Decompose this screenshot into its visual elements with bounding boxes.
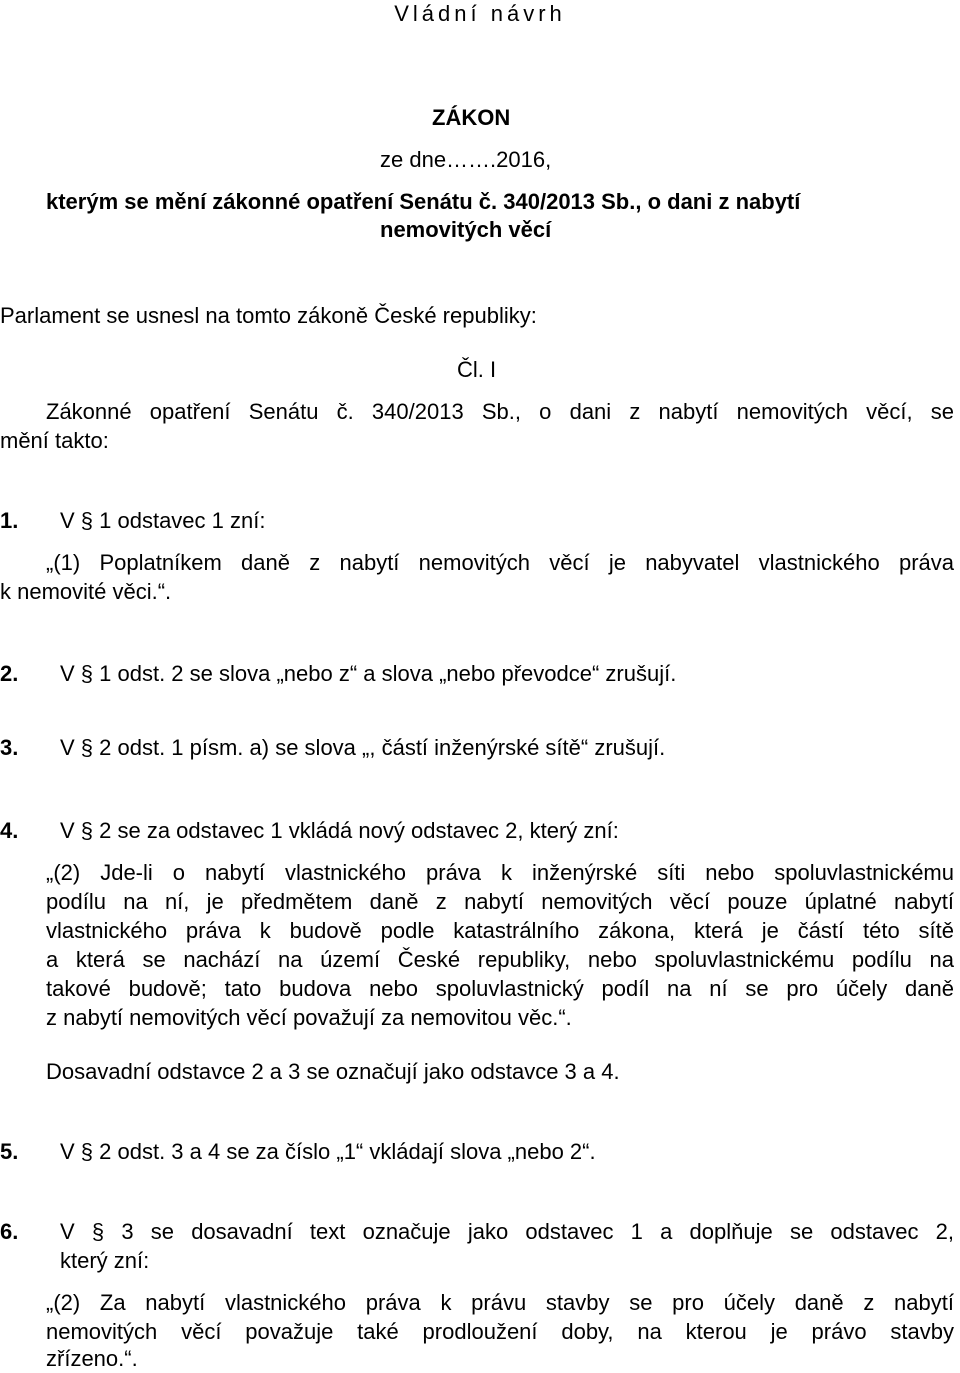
point-2-number: 2. (0, 661, 19, 686)
article-lead-line-2: mění takto: (0, 428, 109, 453)
date-line: ze dne…….2016, (380, 147, 552, 172)
point-4-quote-line-6: z nabytí nemovitých věcí považují za nemovitou věc.“. (46, 1005, 572, 1030)
point-6-quote-line-1: „(2) Za nabytí vlastnického práva k právu stavby se pro účely daně z nabytí (46, 1290, 954, 1315)
point-4-renumber-note: Dosavadní odstavce 2 a 3 se označují jako odstavce 3 a 4. (46, 1059, 620, 1084)
point-6-text-line-2: který zní: (60, 1248, 150, 1273)
point-4-text: V § 2 se za odstavec 1 vkládá nový odstavec 2, který zní: (60, 818, 619, 843)
point-4-quote-line-2: podílu na ní, je předmětem daně z nabytí nemovitých věcí pouze úplatné nabytí (46, 889, 954, 914)
point-3-text: V § 2 odst. 1 písm. a) se slova „, částí inženýrské sítě“ zrušují. (60, 735, 666, 760)
law-title: ZÁKON (432, 105, 511, 130)
point-6-number: 6. (0, 1219, 19, 1244)
point-4-quote-line-1: „(2) Jde-li o nabytí vlastnického práva k inženýrské síti nebo spoluvlastnickému (46, 860, 954, 885)
point-6-text-line-1: V § 3 se dosavadní text označuje jako odstavec 1 a doplňuje se odstavec 2, (60, 1219, 954, 1244)
point-4-quote-line-3: vlastnického práva k budově podle katastrálního zákona, která je částí této sítě (46, 918, 954, 943)
point-4-quote-line-5: takové budově; tato budova nebo spoluvlastnický podíl na ní se pro účely daně (46, 976, 954, 1001)
point-4-quote-line-4: a která se nachází na území České republiky, nebo spoluvlastnickému podílu na (46, 947, 954, 972)
point-1-number: 1. (0, 508, 19, 533)
draft-label: Vládní návrh (394, 1, 566, 26)
law-subtitle-line-1: kterým se mění zákonné opatření Senátu č. 340/2013 Sb., o dani z nabytí (46, 189, 801, 214)
intro-sentence: Parlament se usnesl na tomto zákoně České republiky: (0, 303, 537, 328)
point-5-number: 5. (0, 1139, 19, 1164)
point-3-number: 3. (0, 735, 19, 760)
article-lead-line-1: Zákonné opatření Senátu č. 340/2013 Sb., o dani z nabytí nemovitých věcí, se (46, 399, 954, 424)
article-heading: Čl. I (457, 357, 497, 382)
point-1-quote-line-2: k nemovité věci.“. (0, 579, 172, 604)
point-6-quote-line-2: nemovitých věcí považuje také prodloužení doby, na kterou je právo stavby (46, 1319, 954, 1344)
point-6-quote-line-3: zřízeno.“. (46, 1346, 138, 1371)
point-1-text: V § 1 odstavec 1 zní: (60, 508, 266, 533)
law-subtitle-line-2: nemovitých věcí (380, 217, 552, 242)
point-2-text: V § 1 odst. 2 se slova „nebo z“ a slova „nebo převodce“ zrušují. (60, 661, 677, 686)
point-1-quote-line-1: „(1) Poplatníkem daně z nabytí nemovitých věcí je nabyvatel vlastnického práva (46, 550, 954, 575)
point-5-text: V § 2 odst. 3 a 4 se za číslo „1“ vkládají slova „nebo 2“. (60, 1139, 596, 1164)
point-4-number: 4. (0, 818, 19, 843)
